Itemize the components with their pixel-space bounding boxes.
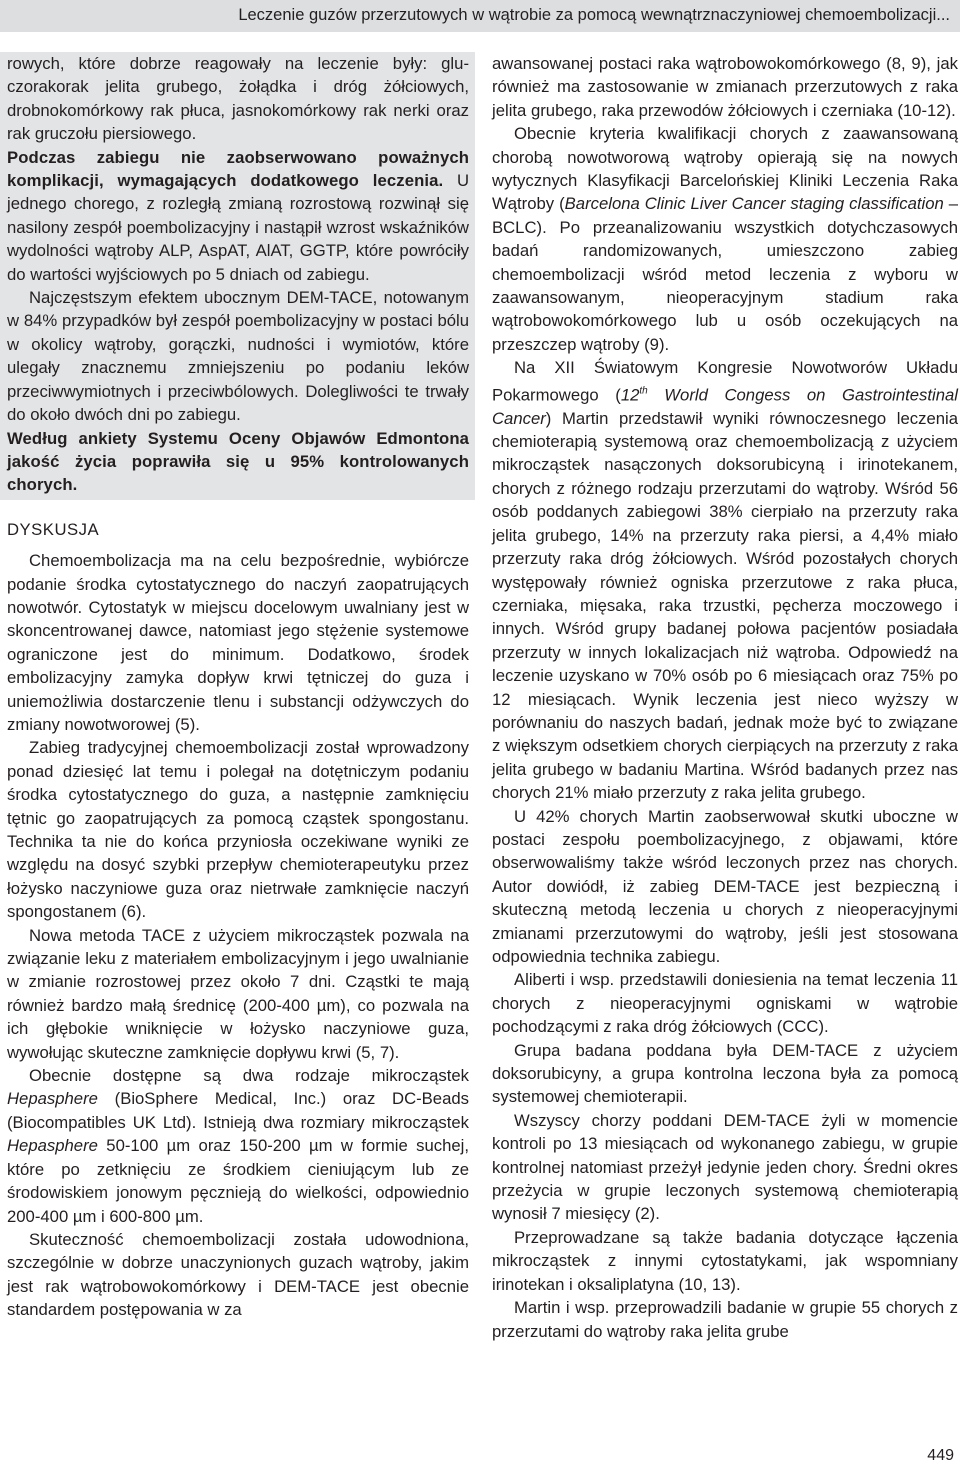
italic-term: World Congess on Gastrointestinal Cancer — [492, 385, 958, 428]
text-run: Obecnie dostępne są dwa rodzaje mikrocząstek — [29, 1066, 469, 1086]
paragraph: Martin i wsp. przeprowadzili badanie w grupie 55 chorych z przerzutami do wątroby raka jelita grube — [492, 1298, 958, 1341]
text-run: Na XII Światowym Kongresie Nowotworów Układu Pokarmowego ( — [492, 358, 958, 405]
italic-term: Hepasphere — [7, 1089, 98, 1109]
right-column — [492, 52, 958, 1343]
paragraph: Zabieg tradycyjnej chemoembolizacji został wprowadzony ponad dziesięć lat temu i polegał na dotętniczym podaniu środka cytostatycznego do guza, a następnie zamknięciu tętnic go zaopatrujących za pomocą cząstek spongostanu. Technika ta nie do końca przyniosła oczekiwane wyniki ze względu na dosyć szybki przepływ chemioterapeutyku przez łożysko naczyniowe guza oraz nietrwałe zamknięcie naczyń spongostanem (6). — [7, 738, 469, 922]
bold-statement: Według ankiety Systemu Oceny Objawów Edmontona jakość życia poprawiła się u 95% kontrolowanych chorych. — [7, 428, 469, 495]
paragraph: Skuteczność chemoembolizacji została udowodniona, szczególnie w dobrze unaczynionych guzach wątroby, jakim jest rak wątrobowokomórkowy i DEM-TACE jest obecnie standardem postępowania w za — [7, 1229, 469, 1320]
superscript: th — [639, 385, 648, 397]
page-number: 449 — [927, 1447, 954, 1464]
paragraph: Grupa badana poddana była DEM-TACE z użyciem doksorubicyny, a grupa kontrolna leczona była za pomocą systemowej chemioterapii. — [492, 1040, 958, 1107]
paragraph — [492, 356, 958, 804]
shaded-results-block — [0, 52, 475, 500]
italic-term: 12 — [620, 385, 640, 405]
paragraph: awansowanej postaci raka wątrobowokomórkowego (8, 9), jak również ma zastosowanie w zmianach przerzutowych z raka jelita grubego, raka przewodów żółciowych i czerniaka (10-12). — [492, 54, 958, 120]
paragraph: rowych, które dobrze reagowały na leczenie były: gluczorakorak jelita grubego, żołądka i dróg żółciowych, drobnokomórkowy rak płuca, jasnokomórkowy rak nerki oraz rak gruczołu piersiowego. — [7, 54, 469, 144]
italic-term: Hepasphere — [7, 1136, 98, 1156]
running-header — [0, 0, 960, 32]
paragraph: Najczęstszym efektem ubocznym DEM-TACE, notowanym w 84% przypadków był zespół poembolizacyjny w postaci bólu w okolicy wątroby, gorączki, nudności i wymiotów, które ulegały znacznemu zmniejszeniu po podaniu leków przeciwwymiotnych i przeciwbólowych. Dolegliwości te trwały do około dwóch dni po zabiegu. — [7, 288, 469, 425]
text-run: (BioSphere Medical, Inc.) oraz DC-Beads (Biocompatibles UK Ltd). Istnieją dwa rozmiary mikrocząstek — [7, 1089, 469, 1132]
paragraph: Wszyscy chorzy poddani DEM-TACE żyli w momencie kontroli po 13 miesiącach od wykonanego zabiegu, w grupie kontrolnej natomiast przeżył jedynie jeden chory. Średni okres przeżycia w grupie leczonych systemową chemioterapią wynosił 7 miesięcy (2). — [492, 1110, 958, 1224]
italic-term: Barcelona Clinic Liver Cancer staging classification — [564, 194, 944, 214]
section-title: DYSKUSJA — [7, 519, 100, 539]
text-run: ) Martin przedstawił wyniki równoczesnego leczenia chemioterapią systemową oraz chemoembolizacją z użyciem mikrocząstek nasączonych doksorubicyną i irinotekanem, chorych z różnego rodzaju przerzutami do wątroby. Wśród 56 osób poddanych zabiegowi 38% cierpiało na przerzuty raka jelita grubego, 14% na przerzuty raka piersi, a 4,4% miało przerzuty raka dróg żółciowych. Wśród pozostałych chorych występowały również ogniska przerzutowe z raka płuca, czerniaka, mięsaka, raka trzustki, pęcherza moczowego i innych. Wśród grupy badanej połowa pacjentów posiadała przerzuty w innych lokalizacjach niż wątroba. Odpowiedź na leczenie uzyskano w 70% osób po 6 miesiącach oraz 75% po 12 miesiącach. Wynik leczenia jest nieco wyższy w porównaniu do naszych badań, jednak może być to związane z większym odsetkiem chorych cierpiących na przerzuty z raka jelita grubego w badaniu Martina. Wśród badanych przez nas chorych 21% miało przerzuty z raka jelita grubego. — [492, 408, 958, 803]
text-run: Obecnie kryteria kwalifikacji chorych z zaawansowaną chorobą nowotworową wątroby opierają się na nowych wytycznych Klasyfikacji Barcelońskiej Kliniki Leczenia Raka Wątroby ( — [492, 124, 958, 214]
paragraph: Chemoembolizacja ma na celu bezpośrednie, wybiórcze podanie środka cytostatycznego do naczyń zaopatrujących nowotwór. Cytostatyk w miejscu docelowym uwalniany jest w skoncentrowanej dawce, natomiast jego stężenie systemowe ograniczone jest do minimum. Dodatkowo, środek embolizacyjny zamyka dopływ krwi tętniczej do guza i uniemożliwia dostarczenie tlenu i substancji odżywczych do zmiany nowotworowej (5). — [7, 551, 469, 734]
running-title: Leczenie guzów przerzutowych w wątrobie za pomocą wewnątrznaczyniowej chemoembolizacji... — [238, 6, 950, 24]
left-column — [7, 52, 469, 1322]
paragraph: Przeprowadzane są także badania dotyczące łączenia mikrocząstek z innymi cytostatykami, jak wspomniany irinotekan i oksaliplatyna (10, 13). — [492, 1227, 958, 1294]
paragraph: Aliberti i wsp. przedstawili doniesienia na temat leczenia 11 chorych z nieoperacyjnymi ogniskami w wątrobie pochodzącymi z raka dróg żółciowych (CCC). — [492, 970, 958, 1037]
paragraph — [7, 1064, 469, 1228]
text-run: – BCLC). Po przeanalizowaniu wszystkich dotychczasowych badań randomizowanych, umieszczono zabieg chemoembolizacji wśród metod leczenia z wyboru w zaawansowanym, nieoperacyjnym stadium raka wątrobowokomórkowego lub u osób oczekujących na przeszczep wątroby (9). — [492, 194, 959, 354]
paragraph — [492, 122, 958, 356]
paragraph — [7, 146, 469, 286]
paragraph: U 42% chorych Martin zaobserwował skutki uboczne w postaci zespołu poembolizacyjnego, z objawami, które obserwowaliśmy także wśród leczonych przez nas chorych. Autor dowiódł, iż zabieg DEM-TACE jest bezpieczną i skuteczną metodą leczenia u chorych z nieoperacyjnymi zmianami przerzutowymi do wątroby, jeśli jest stosowana odpowiednia technika zabiegu. — [492, 806, 958, 966]
paragraph: Nowa metoda TACE z użyciem mikrocząstek pozwala na związanie leku z materiałem embolizacyjnym i jego uwalnianie w zmianie rozrostowej przez około 7 dni. Cząstki te mają również bardzo małą średnicę (200-400 µm), co pozwala na ich głębokie wniknięcie w łożysko naczyniowe guza, wywołując skuteczne zamknięcie dopływu krwi (5, 7). — [7, 925, 469, 1062]
text-run: 50-100 µm oraz 150-200 µm w formie suchej, które po zetknięciu ze środkiem cieniującym lub ze środowiskiem jonowym pęcznieją do wielkości, odpowiednio 200-400 µm i 600-800 µm. — [7, 1136, 469, 1226]
bold-statement: Podczas zabiegu nie zaobserwowano poważnych komplikacji, wymagających dodatkowego leczenia. — [7, 147, 469, 191]
text-run: U jednego chorego, z rozległą zmianą rozrostową rozwinął się nasilony zespół poembolizacyjny i nastąpił wzrost wskaźników wydolności wątroby ALP, AspAT, AlAT, GGTP, które powróciły do wartości wyjściowych po 5 dniach od zabiegu. — [7, 171, 469, 284]
